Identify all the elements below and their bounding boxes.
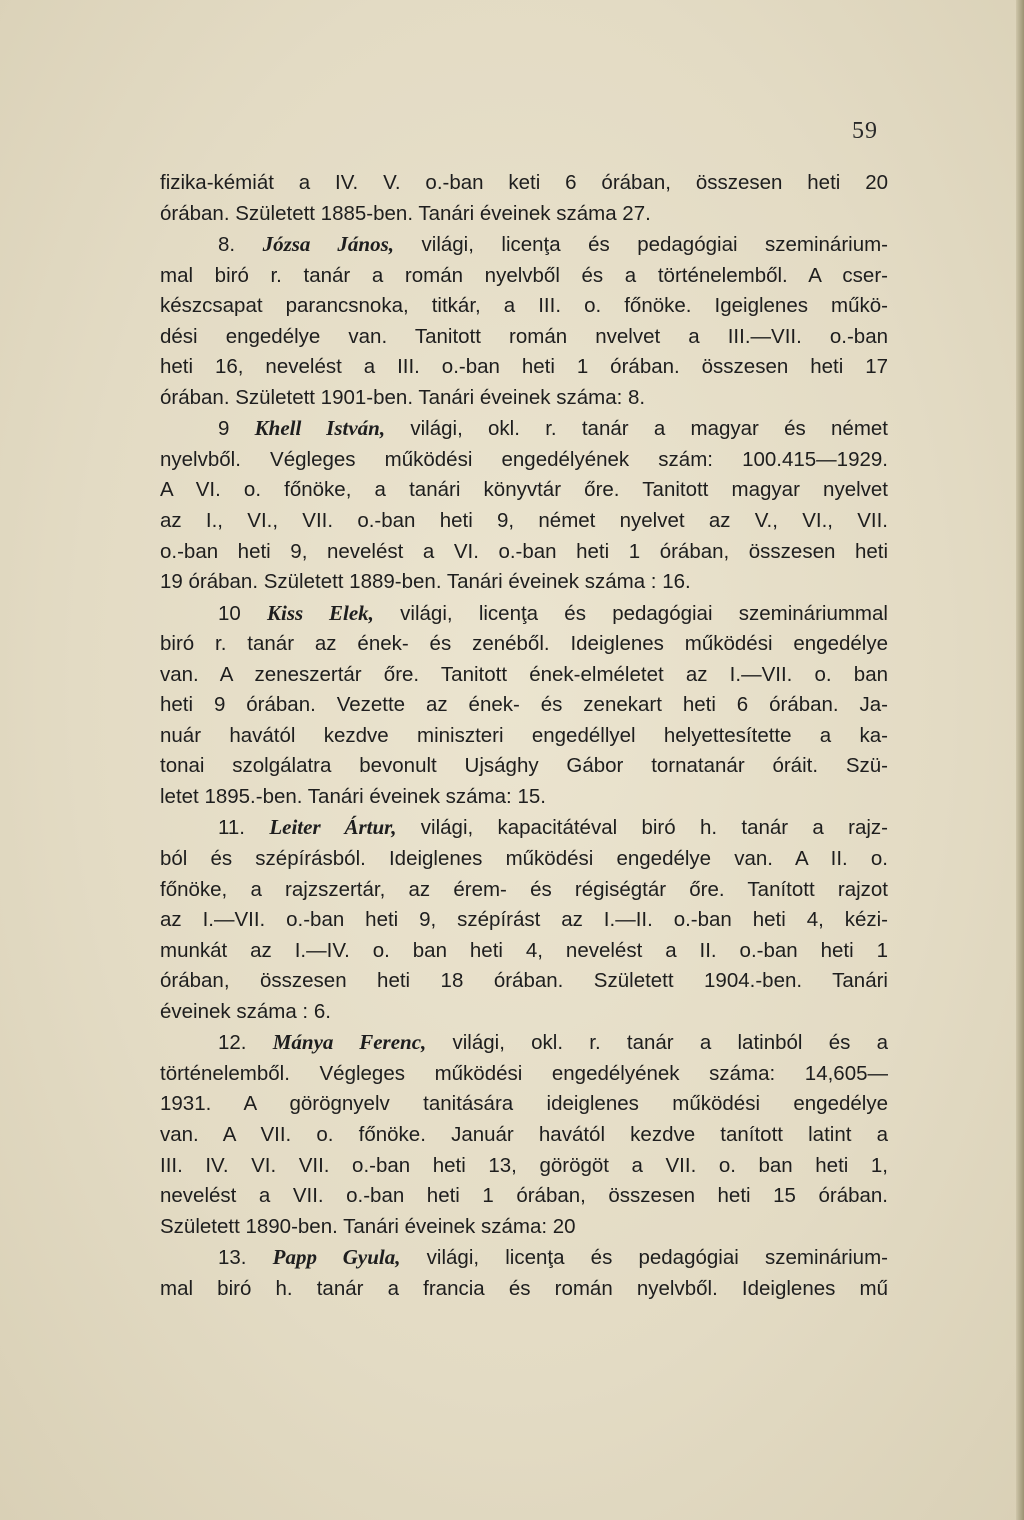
text-line: 1931. A görögnyelv tanitására ideiglenes működési engedélye xyxy=(160,1092,888,1116)
person-name: Józsa János, xyxy=(262,232,395,257)
text-line: heti 9 órában. Vezette az ének- és zenekart heti 6 órában. Ja- xyxy=(160,693,888,717)
entry-description: világi, licenţa és pedagógiai szemináriummal xyxy=(400,601,888,625)
entry-number: 13. xyxy=(218,1246,247,1270)
entry-heading xyxy=(160,1027,888,1059)
text-line: éveinek száma : 6. xyxy=(160,999,331,1023)
entry-description: világi, okl. r. tanár a magyar és német xyxy=(410,417,888,441)
entry-number: 11. xyxy=(218,816,245,840)
text-line: mal biró h. tanár a francia és román nyelvből. Ideiglenes mű xyxy=(160,1276,888,1300)
entry-number: 9 xyxy=(218,417,230,441)
text-line: nyelvből. Végleges működési engedélyének szám: 100.415—1929. xyxy=(160,447,888,471)
person-name: Leiter Ártur, xyxy=(269,815,397,840)
entry-description: világi, licenţa és pedagógiai szeminárium- xyxy=(421,233,889,257)
text-line: munkát az I.—IV. o. ban heti 4, nevelést a II. o.-ban heti 1 xyxy=(160,938,888,962)
text-line: órában. Született 1885-ben. Tanári éveinek száma 27. xyxy=(160,201,651,225)
entry-description: világi, licenţa és pedagógiai szeminárium- xyxy=(426,1246,888,1270)
text-line: főnöke, a rajzszertár, az érem- és régiségtár őre. Tanított rajzot xyxy=(160,877,888,901)
entry-description: világi, okl. r. tanár a latinból és a xyxy=(452,1031,888,1055)
text-line: nuár havától kezdve miniszteri engedéllyel helyettesítette a ka- xyxy=(160,723,888,747)
text-line: van. A VII. o. főnöke. Január havától kezdve tanított latint a xyxy=(160,1122,888,1146)
text-line: órában, összesen heti 18 órában. Született 1904.-ben. Tanári xyxy=(160,969,888,993)
text-line: történelemből. Végleges működési engedélyének száma: 14,605— xyxy=(160,1061,888,1085)
entry-heading xyxy=(160,413,888,445)
page-body xyxy=(160,168,888,1304)
text-line: o.-ban heti 9, nevelést a VI. o.-ban heti 1 órában, összesen heti xyxy=(160,539,888,563)
text-line: biró r. tanár az ének- és zenéből. Ideiglenes működési engedélye xyxy=(160,632,888,656)
text-line: fizika-kémiát a IV. V. o.-ban keti 6 órában, összesen heti 20 xyxy=(160,171,888,194)
entry-heading xyxy=(160,1242,888,1274)
text-line: tonai szolgálatra bevonult Ujsághy Gábor tornatanár óráit. Szü- xyxy=(160,754,888,778)
entry-heading xyxy=(160,812,888,844)
page-number: 59 xyxy=(852,118,878,144)
person-name: Mánya Ferenc, xyxy=(272,1030,427,1055)
text-line: van. A zeneszertár őre. Tanitott ének-elméletet az I.—VII. o. ban xyxy=(160,662,888,686)
text-line: mal biró r. tanár a román nyelvből és a történelemből. A cser- xyxy=(160,263,888,287)
text-line: heti 16, nevelést a III. o.-ban heti 1 órában. összesen heti 17 xyxy=(160,355,888,379)
text-line: az I., VI., VII. o.-ban heti 9, német nyelvet az V., VI., VII. xyxy=(160,509,888,533)
person-name: Khell István, xyxy=(254,416,386,441)
entry-heading xyxy=(160,229,888,261)
person-name: Kiss Elek, xyxy=(267,600,374,625)
text-line: készcsapat parancsnoka, titkár, a III. o. főnöke. Igeiglenes műkö- xyxy=(160,294,888,318)
text-line: 19 órában. Született 1889-ben. Tanári éveinek száma : 16. xyxy=(160,570,691,594)
text-line: A VI. o. főnöke, a tanári könyvtár őre. Tanitott magyar nyelvet xyxy=(160,478,888,502)
entry-description: világi, kapacitátéval biró h. tanár a rajz- xyxy=(420,816,888,840)
text-line: órában. Született 1901-ben. Tanári éveinek száma: 8. xyxy=(160,385,646,409)
text-line: letet 1895.-ben. Tanári éveinek száma: 15. xyxy=(160,784,546,808)
entry-number: 8. xyxy=(218,233,236,257)
text-line: Született 1890-ben. Tanári éveinek száma: 20 xyxy=(160,1214,576,1238)
text-line: dési engedélye van. Tanitott román nvelvet a III.—VII. o.-ban xyxy=(160,324,888,348)
text-line: ból és szépírásból. Ideiglenes működési engedélye van. A II. o. xyxy=(160,847,888,871)
text-line: III. IV. VI. VII. o.-ban heti 13, görögöt a VII. o. ban heti 1, xyxy=(160,1153,888,1177)
entry-heading xyxy=(160,598,888,630)
entry-number: 12. xyxy=(218,1031,247,1055)
page-edge-shadow xyxy=(1016,0,1024,1520)
entry-number: 10 xyxy=(218,601,241,625)
text-line: az I.—VII. o.-ban heti 9, szépírást az I.—II. o.-ban heti 4, kézi- xyxy=(160,908,888,932)
text-line: nevelést a VII. o.-ban heti 1 órában, összesen heti 15 órában. xyxy=(160,1184,888,1208)
person-name: Papp Gyula, xyxy=(272,1245,401,1270)
